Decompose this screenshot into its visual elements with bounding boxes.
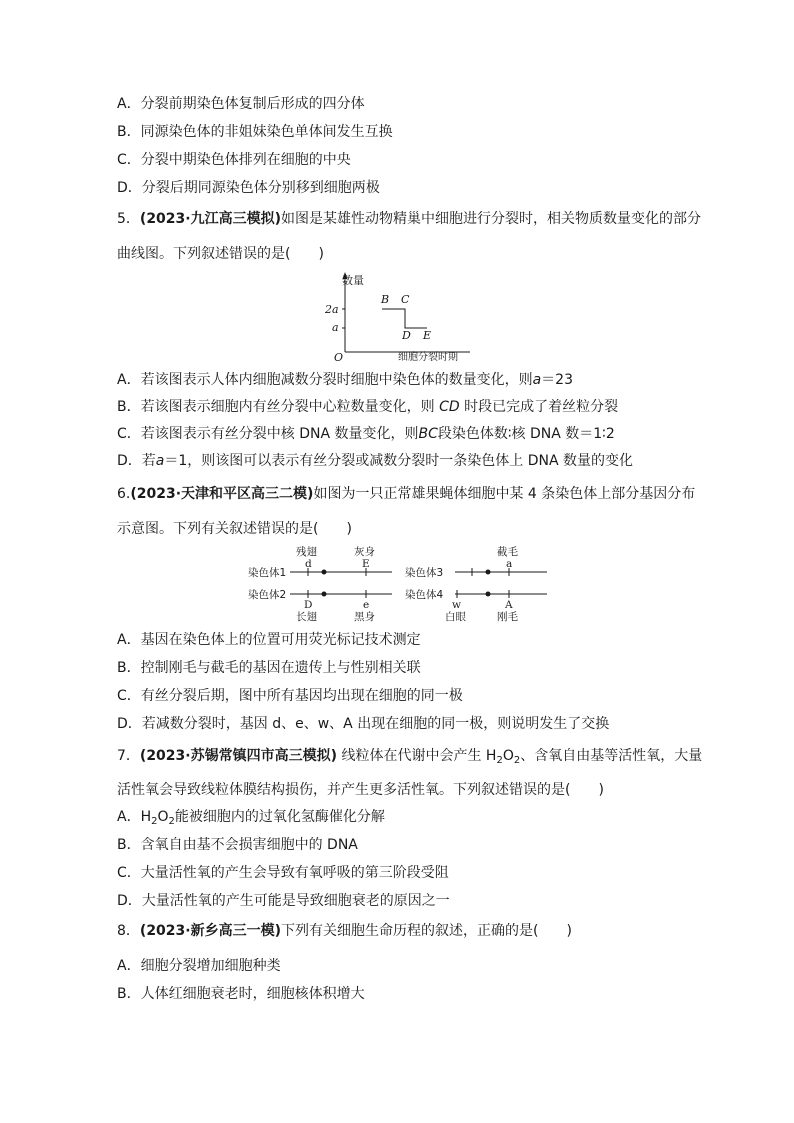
y-tick-a: a bbox=[332, 321, 339, 334]
q5-option-a-tail: ＝23 bbox=[541, 372, 573, 388]
q7-option-a-text-b: O bbox=[157, 809, 169, 825]
chr3-label: 染色体3 bbox=[405, 567, 444, 579]
chr4-label: 染色体4 bbox=[405, 589, 444, 601]
gene-D-label: D bbox=[304, 599, 313, 611]
gene-A-label: A bbox=[505, 599, 513, 611]
q5-stem-line1 bbox=[117, 210, 701, 228]
q6-chromosome-figure bbox=[245, 542, 555, 624]
q7-stem-sub2: 2 bbox=[513, 755, 521, 766]
q5-option-a bbox=[117, 371, 573, 389]
q4-option-d: D．分裂后期同源染色体分别移到细胞两极 bbox=[117, 180, 380, 196]
q5-option-d-tail: ＝1，则该图可以表示有丝分裂或减数分裂时一条染色体上 DNA 数量的变化 bbox=[164, 453, 634, 469]
trait-E-label: 灰身 bbox=[354, 546, 375, 558]
q5-option-c-tail: 段染色体数∶核 DNA 数＝1∶2 bbox=[437, 426, 615, 442]
q6-number: 6. bbox=[117, 486, 131, 502]
q5-number: 5． bbox=[117, 211, 140, 227]
q6-option-b: B．控制刚毛与截毛的基因在遗传上与性别相关联 bbox=[117, 660, 421, 676]
q6-stem-line1 bbox=[117, 485, 695, 503]
q7-source: (2023·苏锡常镇四市高三模拟) bbox=[139, 748, 338, 764]
q7-stem-sub1: 2 bbox=[496, 755, 503, 766]
origin-label: O bbox=[334, 351, 344, 364]
centromere-2 bbox=[322, 592, 327, 597]
y-tick-2a: 2a bbox=[325, 303, 339, 316]
q6-option-c: C．有丝分裂后期，图中所有基因均出现在细胞的同一极 bbox=[117, 688, 463, 704]
q5-stem-text: 如图是某雄性动物精巢中细胞进行分裂时，相关物质数量变化的部分 bbox=[281, 211, 702, 227]
q5-option-b-text: B．若该图表示细胞内有丝分裂中心粒数量变化，则 bbox=[117, 399, 440, 415]
q8-number: 8． bbox=[117, 923, 140, 939]
q7-stem-text-b: O bbox=[502, 748, 514, 764]
q8-stem bbox=[117, 922, 572, 940]
y-axis-label: 数量 bbox=[342, 274, 364, 287]
step-curve bbox=[382, 309, 427, 328]
q5-option-b bbox=[117, 398, 618, 416]
q8-source: (2023·新乡高三一模) bbox=[139, 923, 282, 939]
q7-option-a-text: A．H bbox=[117, 809, 152, 825]
q5-option-d-text: D．若 bbox=[117, 453, 156, 469]
centromere-1 bbox=[322, 570, 327, 575]
q5-option-b-tail: 时段已完成了着丝粒分裂 bbox=[459, 399, 619, 415]
q6-option-d: D．若减数分裂时，基因 d、e、w、A 出现在细胞的同一极，则说明发生了交换 bbox=[117, 716, 610, 732]
chr2-label: 染色体2 bbox=[248, 589, 287, 601]
gene-d-label: d bbox=[305, 558, 312, 570]
q7-option-a-sub1: 2 bbox=[151, 816, 158, 827]
q4-option-c: C．分裂中期染色体排列在细胞的中央 bbox=[117, 152, 351, 168]
q7-option-a-sub2: 2 bbox=[168, 816, 175, 827]
gene-w-label: w bbox=[452, 599, 461, 611]
q7-option-a-text-c: 能被细胞内的过氧化氢酶催化分解 bbox=[174, 809, 385, 825]
q6-stem-line2: 示意图。下列有关叙述错误的是( ) bbox=[117, 521, 352, 537]
point-c-label: C bbox=[401, 293, 410, 306]
centromere-4 bbox=[486, 592, 491, 597]
centromere-3 bbox=[486, 570, 491, 575]
q8-option-b: B．人体红细胞衰老时，细胞核体积增大 bbox=[117, 986, 365, 1002]
q7-option-d: D．大量活性氧的产生可能是导致细胞衰老的原因之一 bbox=[117, 893, 450, 909]
q5-option-c-text: C．若该图表示有丝分裂中核 DNA 数量变化，则 bbox=[117, 426, 419, 442]
q5-option-a-text: A．若该图表示人体内细胞减数分裂时细胞中染色体的数量变化，则 bbox=[117, 372, 533, 388]
gene-a-label: a bbox=[506, 558, 513, 570]
q6-source: (2023·天津和平区高三二模) bbox=[130, 486, 314, 502]
trait-w-label: 白眼 bbox=[445, 611, 466, 623]
q7-option-c: C．大量活性氧的产生会导致有氧呼吸的第三阶段受阻 bbox=[117, 865, 449, 881]
q5-option-b-var: CD bbox=[439, 399, 460, 415]
q5-option-d-var: a bbox=[155, 453, 165, 469]
q7-option-a bbox=[117, 808, 385, 826]
q5-option-c bbox=[117, 425, 615, 443]
point-e-label: E bbox=[423, 329, 432, 342]
q7-stem-text-a: 线粒体在代谢中会产生 H bbox=[337, 748, 497, 764]
q4-option-a: A．分裂前期染色体复制后形成的四分体 bbox=[117, 96, 365, 112]
q6-option-a: A．基因在染色体上的位置可用荧光标记技术测定 bbox=[117, 632, 421, 648]
q7-stem-line1 bbox=[117, 747, 702, 765]
q5-stem-line2: 曲线图。下列叙述错误的是( ) bbox=[117, 246, 324, 262]
q6-stem-text: 如图为一只正常雄果蝇体细胞中某 4 条染色体上部分基因分布 bbox=[313, 486, 696, 502]
trait-d-label: 残翅 bbox=[296, 546, 317, 558]
gene-e-label: e bbox=[363, 599, 370, 611]
q5-option-a-var: a bbox=[532, 372, 542, 388]
q4-option-b: B．同源染色体的非姐妹染色单体间发生互换 bbox=[117, 124, 393, 140]
trait-e-label: 黑身 bbox=[354, 611, 375, 623]
q5-source: (2023·九江高三模拟) bbox=[139, 211, 282, 227]
q5-option-c-var: BC bbox=[418, 426, 438, 442]
trait-a-label: 截毛 bbox=[497, 546, 518, 558]
q7-stem-text-c: 、含氧自由基等活性氧，大量 bbox=[520, 748, 703, 764]
point-b-label: B bbox=[381, 293, 390, 306]
chr1-label: 染色体1 bbox=[248, 567, 287, 579]
q7-stem-line2: 活性氧会导致线粒体膜结构损伤，并产生更多活性氧。下列叙述错误的是( ) bbox=[117, 782, 604, 798]
q8-stem-text: 下列有关细胞生命历程的叙述，正确的是( ) bbox=[281, 923, 572, 939]
point-d-label: D bbox=[402, 329, 411, 342]
q7-option-b: B．含氧自由基不会损害细胞中的 DNA bbox=[117, 837, 358, 853]
q7-number: 7． bbox=[117, 748, 140, 764]
trait-A-label: 刚毛 bbox=[497, 611, 518, 623]
trait-D-label: 长翅 bbox=[296, 611, 317, 623]
x-axis-label: 细胞分裂时期 bbox=[398, 352, 458, 363]
q8-option-a: A．细胞分裂增加细胞种类 bbox=[117, 958, 281, 974]
q5-option-d bbox=[117, 452, 633, 470]
gene-E-label: E bbox=[362, 558, 370, 570]
q5-curve-figure bbox=[320, 268, 480, 364]
